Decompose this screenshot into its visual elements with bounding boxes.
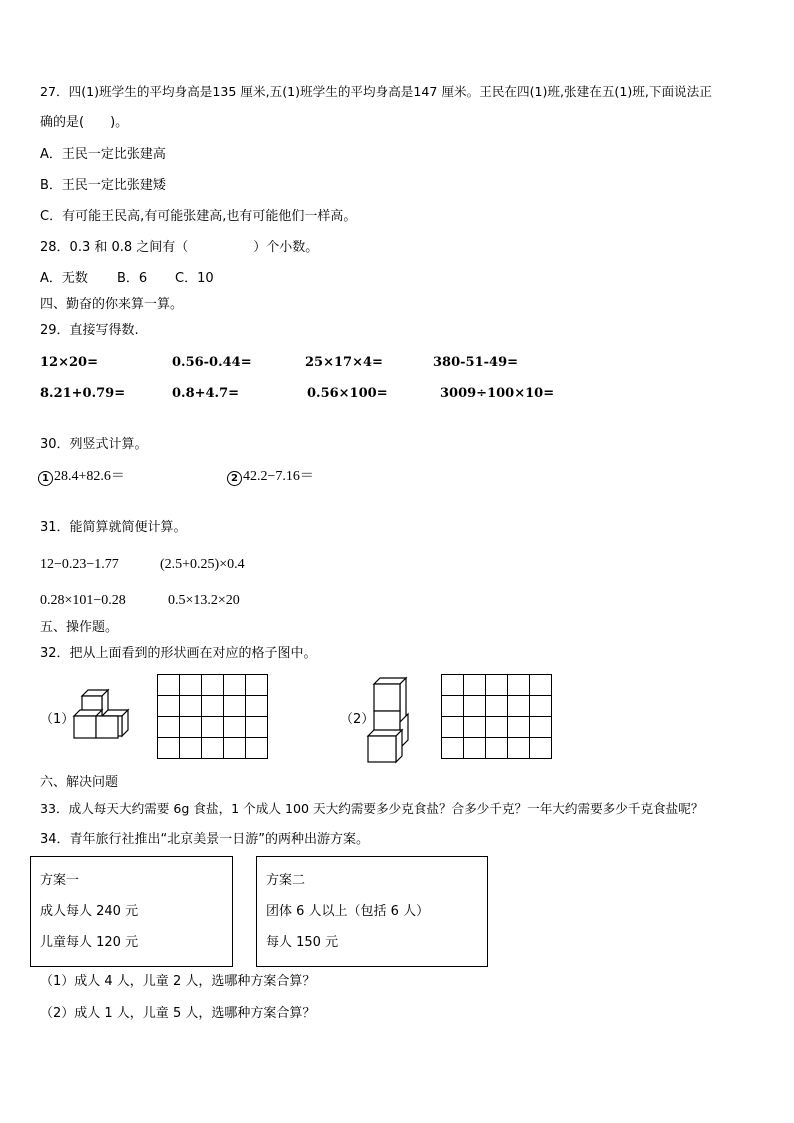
q27-line1: 27．四(1)班学生的平均身高是135 厘米,五(1)班学生的平均身高是147 厘米。王民在四(1)班,张建在五(1)班,下面说法正 <box>40 84 712 99</box>
q29-item: 380-51-49= <box>433 355 519 370</box>
q30-title: 30．列竖式计算。 <box>40 437 148 452</box>
q29-item: 0.56×100= <box>307 386 388 401</box>
q30-item-1 <box>38 469 125 486</box>
circled-number: 1 <box>38 471 53 486</box>
plan-two-box <box>256 856 488 967</box>
section4-heading: 四、勤奋的你来算一算。 <box>40 297 184 312</box>
section6-heading: 六、解决问题 <box>40 775 119 790</box>
plan-one-box <box>30 856 233 967</box>
q32-title: 32．把从上面看到的形状画在对应的格子图中。 <box>40 646 317 661</box>
answer-grid-2[interactable] <box>441 674 552 759</box>
plan-two-group-rule: 团体 6 人以上（包括 6 人） <box>266 904 430 919</box>
q27-option-c: C．有可能王民高,有可能张建高,也有可能他们一样高。 <box>40 209 357 224</box>
plan-one-title: 方案一 <box>40 873 80 888</box>
q28-option-b: B．6 <box>117 271 148 286</box>
q27-line2: 确的是( )。 <box>40 115 129 130</box>
q29-item: 3009÷100×10= <box>440 386 555 401</box>
q30-expr: 42.2−7.16＝ <box>243 469 314 484</box>
q27-option-a: A．王民一定比张建高 <box>40 147 166 162</box>
q33-text: 33．成人每天大约需要 6g 食盐，1 个成人 100 天大约需要多少克食盐？合多少千克？一年大约需要多少千克食盐呢？ <box>40 801 704 816</box>
cube-figure-2 <box>368 678 416 764</box>
q34-sub-1: （1）成人 4 人，儿童 2 人，选哪种方案合算？ <box>40 974 316 989</box>
q29-item: 0.8+4.7= <box>172 386 240 401</box>
q29-title: 29．直接写得数. <box>40 323 139 338</box>
plan-two-title: 方案二 <box>266 873 306 888</box>
q29-item: 25×17×4= <box>305 355 383 370</box>
plan-one-child-price: 儿童每人 120 元 <box>40 935 139 950</box>
q31-expr: (2.5+0.25)×0.4 <box>160 557 245 572</box>
q27-option-b: B．王民一定比张建矮 <box>40 178 166 193</box>
q32-label-2: （2） <box>340 712 375 727</box>
q31-title: 31．能简算就简便计算。 <box>40 520 187 535</box>
q34-sub-2: （2）成人 1 人，儿童 5 人，选哪种方案合算？ <box>40 1006 316 1021</box>
plan-two-price: 每人 150 元 <box>266 935 339 950</box>
q28-option-a: A．无数 <box>40 271 88 286</box>
q30-item-2 <box>227 469 314 486</box>
cube-figure-1 <box>74 688 130 748</box>
q29-item: 0.56-0.44= <box>172 355 252 370</box>
q28-option-c: C．10 <box>175 271 214 286</box>
section5-heading: 五、操作题。 <box>40 620 119 635</box>
q31-expr: 0.28×101−0.28 <box>40 593 126 608</box>
circled-number: 2 <box>227 471 242 486</box>
q34-title: 34．青年旅行社推出“北京美景一日游”的两种出游方案。 <box>40 832 370 847</box>
plan-one-adult-price: 成人每人 240 元 <box>40 904 139 919</box>
q30-expr: 28.4+82.6＝ <box>54 469 125 484</box>
q29-item: 12×20= <box>40 355 98 370</box>
q31-expr: 0.5×13.2×20 <box>168 593 240 608</box>
q29-item: 8.21+0.79= <box>40 386 126 401</box>
q32-label-1: （1） <box>40 712 75 727</box>
q31-expr: 12−0.23−1.77 <box>40 557 119 572</box>
q28-text: 28．0.3 和 0.8 之间有（ ）个小数。 <box>40 240 319 255</box>
answer-grid-1[interactable] <box>157 674 268 759</box>
